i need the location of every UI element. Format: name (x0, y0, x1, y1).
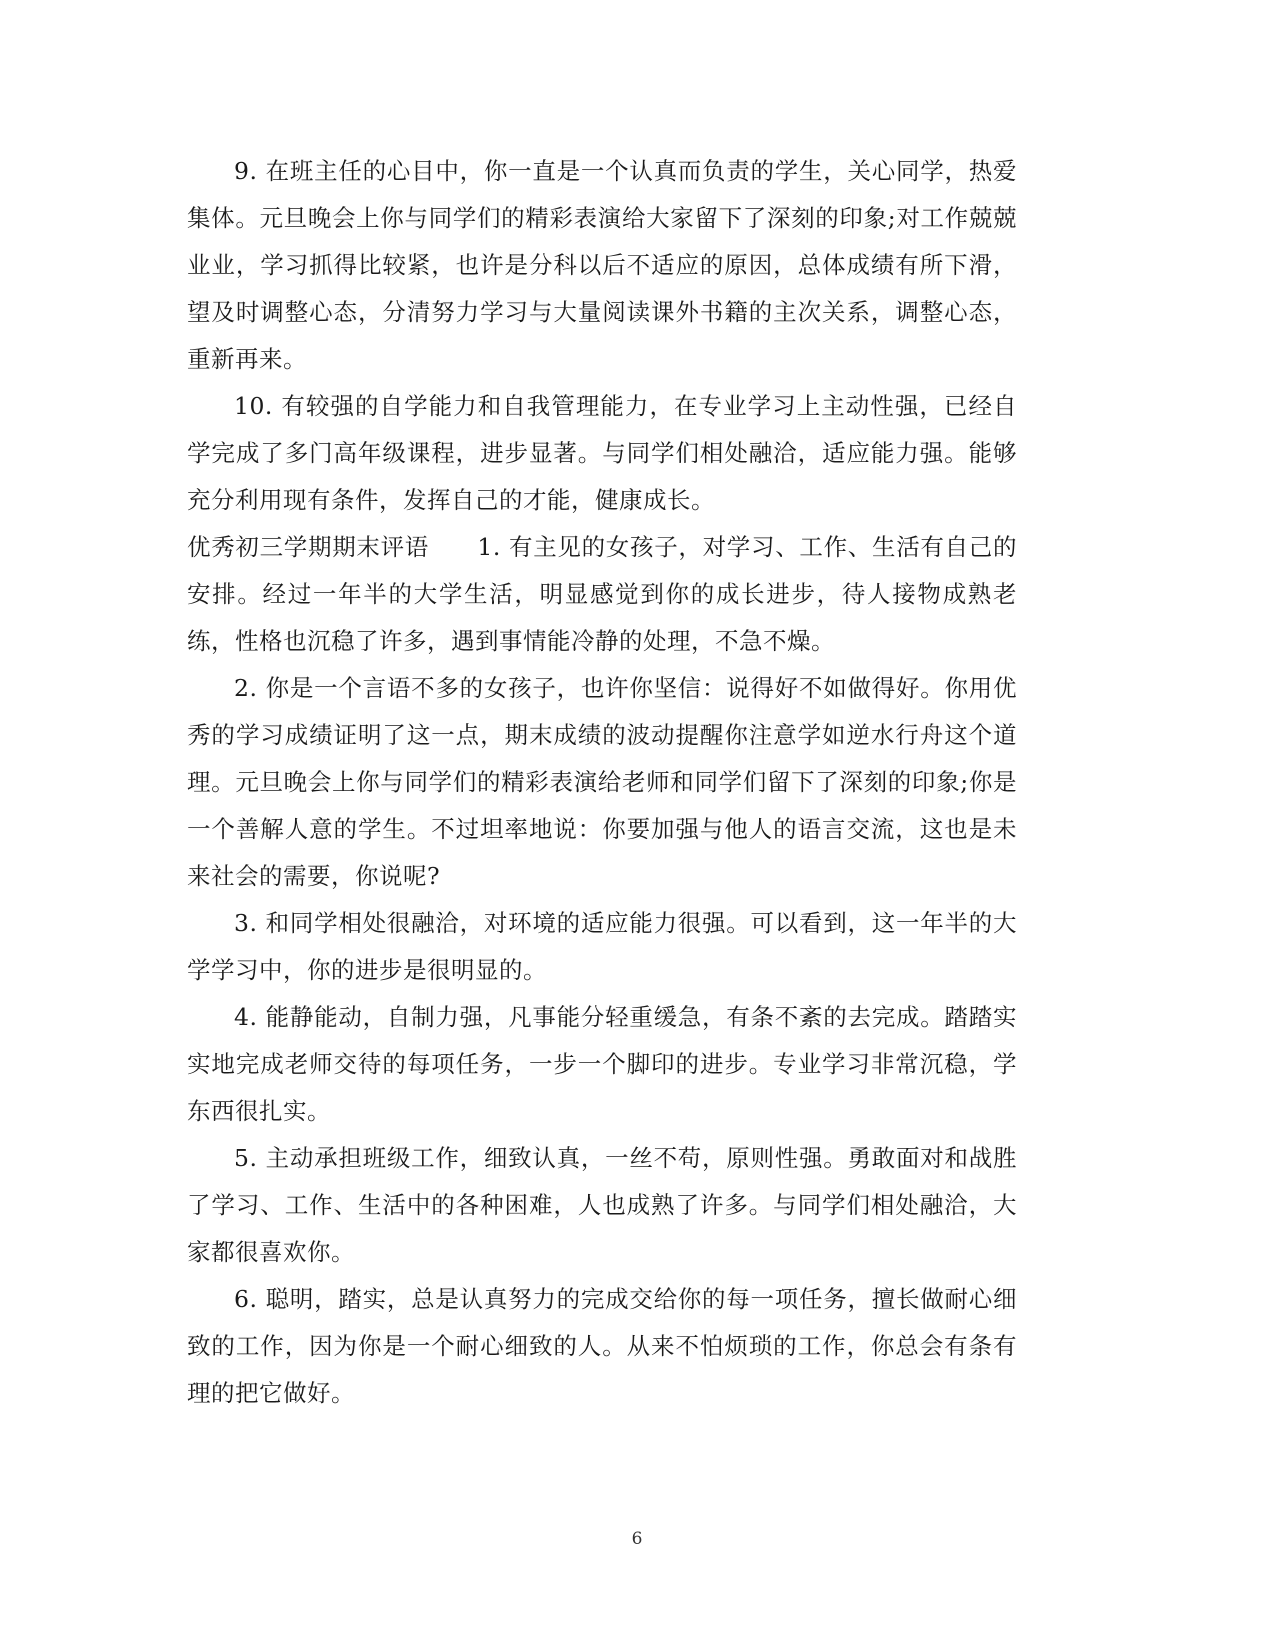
paragraph-comment-9: 9. 在班主任的心目中，你一直是一个认真而负责的学生，关心同学，热爱集体。元旦晚会上你与同学们的精彩表演给大家留下了深刻的印象;对工作兢兢业业，学习抓得比较紧，也许是分科以后不适应的原因，总体成绩有所下滑，望及时调整心态，分清努力学习与大量阅读课外书籍的主次关系，调整心态，重新再来。 (187, 157, 1017, 373)
paragraph-comment-4: 4. 能静能动，自制力强，凡事能分轻重缓急，有条不紊的去完成。踏踏实实地完成老师交待的每项任务，一步一个脚印的进步。专业学习非常沉稳，学东西很扎实。 (187, 1003, 1017, 1125)
paragraph-comment-2: 2. 你是一个言语不多的女孩子，也许你坚信：说得好不如做得好。你用优秀的学习成绩证明了这一点，期末成绩的波动提醒你注意学如逆水行舟这个道理。元旦晚会上你与同学们的精彩表演给老师和同学们留下了深刻的印象;你是一个善解人意的学生。不过坦率地说：你要加强与他人的语言交流，这也是未来社会的需要，你说呢? (187, 674, 1017, 890)
paragraph-comment-10: 10. 有较强的自学能力和自我管理能力，在专业学习上主动性强，已经自学完成了多门高年级课程，进步显著。与同学们相处融洽，适应能力强。能够充分利用现有条件，发挥自己的才能，健康成长。 (187, 392, 1017, 514)
document-body (187, 148, 1017, 1417)
paragraph-comment-6: 6. 聪明，踏实，总是认真努力的完成交给你的每一项任务，擅长做耐心细致的工作，因为你是一个耐心细致的人。从来不怕烦琐的工作，你总会有条有理的把它做好。 (187, 1285, 1017, 1407)
paragraph-comment-3: 3. 和同学相处很融洽，对环境的适应能力很强。可以看到，这一年半的大学学习中，你的进步是很明显的。 (187, 909, 1017, 984)
page-number: 6 (631, 1529, 643, 1549)
paragraph-comment-5: 5. 主动承担班级工作，细致认真，一丝不苟，原则性强。勇敢面对和战胜了学习、工作、生活中的各种困难，人也成熟了许多。与同学们相处融洽，大家都很喜欢你。 (187, 1144, 1017, 1266)
paragraph-section-heading-comment-1: 优秀初三学期期末评语 1. 有主见的女孩子，对学习、工作、生活有自己的安排。经过一年半的大学生活，明显感觉到你的成长进步，待人接物成熟老练，性格也沉稳了许多，遇到事情能冷静的处理，不急不燥。 (187, 533, 1017, 655)
